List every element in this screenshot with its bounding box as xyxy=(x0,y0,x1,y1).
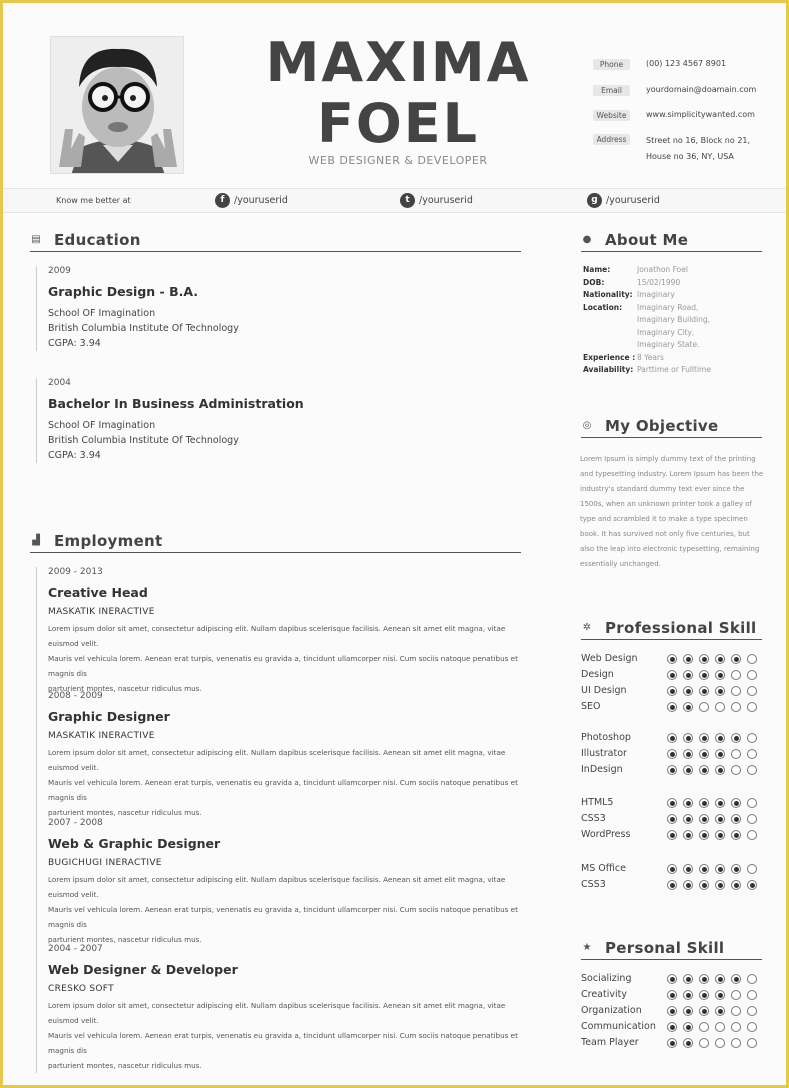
star-icon: ★ xyxy=(582,942,592,953)
rating-dot-filled xyxy=(667,864,677,874)
rating-dot-filled xyxy=(715,990,725,1000)
rating-dot-filled xyxy=(715,765,725,775)
section-title: About Me xyxy=(605,230,689,249)
skill-name: Organization xyxy=(581,1005,642,1016)
entry-company: BUGICHUGI INERACTIVE xyxy=(48,858,162,868)
entry-desc-line: parturient montes, nascetur ridiculus mus. xyxy=(48,684,202,693)
contact-value[interactable]: (00) 123 4567 8901 xyxy=(646,59,727,68)
rating-dot-filled xyxy=(699,864,709,874)
field-value: Imaginary xyxy=(637,290,675,299)
rating-dot-filled xyxy=(683,1038,693,1048)
entry-desc-line: Mauris vel vehicula lorem. Aenean erat turpis, venenatis eu gravida a, tincidunt ullamcorper nisi. Cum sociis natoque penatibus et magnis dis xyxy=(48,1031,518,1055)
rating-dot-filled xyxy=(699,733,709,743)
skill-name: Web Design xyxy=(581,653,638,664)
skill-rating xyxy=(667,686,757,696)
about-row-location xyxy=(583,302,763,352)
employment-entry xyxy=(36,818,526,947)
field-key: DOB: xyxy=(583,277,605,287)
field-value: Parttime or Fulltime xyxy=(637,365,711,374)
location-line: Imaginary Road, xyxy=(637,302,699,312)
skill-name: Creativity xyxy=(581,989,627,1000)
skill-row xyxy=(581,683,766,699)
skill-rating xyxy=(667,1022,757,1032)
rating-dot-empty xyxy=(747,814,757,824)
entry-years: 2008 - 2009 xyxy=(48,691,103,701)
rating-dot-empty xyxy=(747,798,757,808)
contact-label: Address xyxy=(593,134,630,145)
social-link-googleplus[interactable] xyxy=(587,193,660,208)
skill-name: HTML5 xyxy=(581,797,614,808)
contact-value[interactable]: yourdomain@doamain.com xyxy=(646,85,757,94)
employment-entry xyxy=(36,691,526,820)
resume-page xyxy=(3,3,786,1085)
entry-desc-line: Lorem ipsum dolor sit amet, consectetur adipiscing elit. Nullam dapibus scelerisque facilisis. Aenean sit amet elit magna, vitae euismod velit. xyxy=(48,875,506,899)
rating-dot-filled xyxy=(683,654,693,664)
skill-name: SEO xyxy=(581,701,601,712)
entry-degree: Graphic Design - B.A. xyxy=(48,284,198,299)
skill-rating xyxy=(667,749,757,759)
skill-name: MS Office xyxy=(581,863,626,874)
contact-value[interactable]: www.simplicitywanted.com xyxy=(646,110,755,119)
entry-position: Graphic Designer xyxy=(48,709,170,724)
rating-dot-filled xyxy=(667,702,677,712)
entry-cgpa: CGPA: 3.94 xyxy=(48,450,101,461)
rating-dot-empty xyxy=(747,1038,757,1048)
location-line: Imaginary State. xyxy=(637,340,700,349)
contact-phone xyxy=(593,56,783,72)
skill-row xyxy=(581,827,766,843)
rating-dot-filled xyxy=(731,814,741,824)
contact-email xyxy=(593,82,783,98)
rating-dot-filled xyxy=(715,814,725,824)
rating-dot-filled xyxy=(699,670,709,680)
rating-dot-filled xyxy=(699,749,709,759)
entry-position: Web Designer & Developer xyxy=(48,962,238,977)
skill-name: CSS3 xyxy=(581,879,606,890)
user-icon: ● xyxy=(582,234,592,245)
entry-years: 2009 - 2013 xyxy=(48,567,103,577)
skill-row xyxy=(581,795,766,811)
entry-years: 2007 - 2008 xyxy=(48,818,103,828)
skill-row xyxy=(581,762,766,778)
skill-row xyxy=(581,1035,766,1051)
contact-value: Street no 16, Block no 21, xyxy=(646,136,751,145)
entry-company: CRESKO SOFT xyxy=(48,984,114,994)
rating-dot-filled xyxy=(683,814,693,824)
skill-row xyxy=(581,1003,766,1019)
entry-desc-line: parturient montes, nascetur ridiculus mus. xyxy=(48,935,202,944)
skill-rating xyxy=(667,830,757,840)
rating-dot-filled xyxy=(715,686,725,696)
rating-dot-filled xyxy=(731,880,741,890)
entry-school: School OF Imagination xyxy=(48,308,156,319)
field-key: Experience : xyxy=(583,352,636,362)
rating-dot-empty xyxy=(747,733,757,743)
skill-name: Design xyxy=(581,669,614,680)
rating-dot-filled xyxy=(731,798,741,808)
rating-dot-empty xyxy=(715,702,725,712)
rating-dot-empty xyxy=(715,1038,725,1048)
field-value: Jonathon Foel xyxy=(637,265,688,274)
gear-icon: ✲ xyxy=(582,622,592,633)
rating-dot-filled xyxy=(667,880,677,890)
contact-label: Email xyxy=(593,85,630,96)
rating-dot-filled xyxy=(699,990,709,1000)
rating-dot-filled xyxy=(667,798,677,808)
about-row-experience xyxy=(583,352,763,365)
education-heading xyxy=(30,228,521,252)
contact-value-line2: House no 36, NY, USA xyxy=(646,152,734,161)
skill-rating xyxy=(667,1006,757,1016)
entry-desc-line: Lorem ipsum dolor sit amet, consectetur adipiscing elit. Nullam dapibus scelerisque facilisis. Aenean sit amet elit magna, vitae euismod velit. xyxy=(48,1001,506,1025)
skill-name: Illustrator xyxy=(581,748,627,759)
entry-desc-line: Lorem ipsum dolor sit amet, consectetur adipiscing elit. Nullam dapibus scelerisque facilisis. Aenean sit amet elit magna, vitae euismod velit. xyxy=(48,624,506,648)
personal-skill-heading xyxy=(581,936,762,960)
rating-dot-filled xyxy=(731,864,741,874)
rating-dot-filled xyxy=(699,654,709,664)
last-name: FOEL xyxy=(316,92,480,155)
skill-rating xyxy=(667,670,757,680)
rating-dot-empty xyxy=(731,765,741,775)
entry-year: 2004 xyxy=(48,378,71,388)
about-row-dob xyxy=(583,277,763,290)
skill-row xyxy=(581,1019,766,1035)
entry-desc-line: Mauris vel vehicula lorem. Aenean erat turpis, venenatis eu gravida a, tincidunt ullamcorper nisi. Cum sociis natoque penatibus et magnis dis xyxy=(48,654,518,678)
profile-photo xyxy=(50,36,184,174)
contact-label: Phone xyxy=(593,59,630,70)
entry-year: 2009 xyxy=(48,266,71,276)
rating-dot-filled xyxy=(683,864,693,874)
contact-label: Website xyxy=(593,110,630,121)
target-icon: ◎ xyxy=(582,420,592,431)
skill-row xyxy=(581,861,766,877)
entry-years: 2004 - 2007 xyxy=(48,944,103,954)
portrait-illustration xyxy=(51,37,184,174)
field-key: Nationality: xyxy=(583,290,633,299)
skill-row xyxy=(581,667,766,683)
rating-dot-filled xyxy=(667,733,677,743)
social-link-twitter[interactable] xyxy=(400,193,473,208)
rating-dot-filled xyxy=(731,654,741,664)
skill-row xyxy=(581,651,766,667)
entry-desc-line: parturient montes, nascetur ridiculus mus. xyxy=(48,1061,202,1070)
section-title: Personal Skill xyxy=(605,938,725,957)
rating-dot-filled xyxy=(667,974,677,984)
skill-row xyxy=(581,877,766,893)
rating-dot-filled xyxy=(731,974,741,984)
objective-heading xyxy=(581,414,762,438)
field-key: Location: xyxy=(583,302,623,312)
skill-row xyxy=(581,971,766,987)
rating-dot-empty xyxy=(731,1022,741,1032)
rating-dot-filled xyxy=(715,1006,725,1016)
section-title: Professional Skill xyxy=(605,618,757,637)
skill-rating xyxy=(667,880,757,890)
rating-dot-filled xyxy=(683,670,693,680)
skill-name: Socializing xyxy=(581,973,632,984)
skill-row xyxy=(581,730,766,746)
rating-dot-filled xyxy=(699,798,709,808)
section-title: Education xyxy=(54,230,141,249)
entry-institute: British Columbia Institute Of Technology xyxy=(48,435,239,446)
rating-dot-filled xyxy=(699,814,709,824)
about-details xyxy=(583,264,763,377)
chart-icon: ▟ xyxy=(32,535,40,546)
education-entry xyxy=(36,266,526,351)
skill-name: Communication xyxy=(581,1021,656,1032)
section-title: My Objective xyxy=(605,416,719,435)
rating-dot-empty xyxy=(747,670,757,680)
skill-rating xyxy=(667,765,757,775)
skill-row xyxy=(581,811,766,827)
entry-company: MASKATIK INERACTIVE xyxy=(48,607,155,617)
field-value xyxy=(637,302,710,352)
rating-dot-empty xyxy=(699,1022,709,1032)
rating-dot-filled xyxy=(683,990,693,1000)
rating-dot-filled xyxy=(683,733,693,743)
social-handle: /youruserid xyxy=(234,195,288,206)
contact-website xyxy=(593,107,783,123)
entry-desc-line: Lorem ipsum dolor sit amet, consectetur adipiscing elit. Nullam dapibus scelerisque facilisis. Aenean sit amet elit magna, vitae euismod velit. xyxy=(48,748,506,772)
rating-dot-filled xyxy=(667,1038,677,1048)
professional-skill-group xyxy=(581,861,766,893)
rating-dot-filled xyxy=(699,686,709,696)
about-row-availability xyxy=(583,364,763,377)
contact-address xyxy=(593,133,783,165)
rating-dot-empty xyxy=(747,990,757,1000)
rating-dot-filled xyxy=(683,974,693,984)
rating-dot-filled xyxy=(683,1022,693,1032)
entry-position: Web & Graphic Designer xyxy=(48,836,221,851)
first-name: MAXIMA xyxy=(265,31,531,94)
rating-dot-filled xyxy=(683,702,693,712)
skill-rating xyxy=(667,798,757,808)
skill-rating xyxy=(667,702,757,712)
rating-dot-filled xyxy=(699,765,709,775)
rating-dot-filled xyxy=(699,974,709,984)
rating-dot-filled xyxy=(667,830,677,840)
location-line: Imaginary City, xyxy=(637,327,695,337)
skill-name: CSS3 xyxy=(581,813,606,824)
employment-heading xyxy=(30,529,521,553)
rating-dot-empty xyxy=(747,765,757,775)
rating-dot-empty xyxy=(747,864,757,874)
rating-dot-filled xyxy=(715,830,725,840)
field-key: Name: xyxy=(583,265,611,274)
entry-school: School OF Imagination xyxy=(48,420,156,431)
social-link-facebook[interactable] xyxy=(215,193,288,208)
professional-skill-group xyxy=(581,795,766,843)
entry-desc-line: Mauris vel vehicula lorem. Aenean erat turpis, venenatis eu gravida a, tincidunt ullamcorper nisi. Cum sociis natoque penatibus et magnis dis xyxy=(48,905,518,929)
skill-rating xyxy=(667,814,757,824)
rating-dot-empty xyxy=(747,1006,757,1016)
rating-dot-empty xyxy=(747,974,757,984)
rating-dot-filled xyxy=(715,798,725,808)
rating-dot-filled xyxy=(667,749,677,759)
field-key: Availability: xyxy=(583,365,634,374)
rating-dot-empty xyxy=(731,670,741,680)
skill-row xyxy=(581,746,766,762)
rating-dot-filled xyxy=(731,733,741,743)
professional-skill-group xyxy=(581,651,766,715)
rating-dot-empty xyxy=(731,990,741,1000)
skill-name: InDesign xyxy=(581,764,623,775)
entry-institute: British Columbia Institute Of Technology xyxy=(48,323,239,334)
about-row-name xyxy=(583,264,763,277)
skill-row xyxy=(581,987,766,1003)
skill-rating xyxy=(667,974,757,984)
rating-dot-filled xyxy=(715,670,725,680)
skill-rating xyxy=(667,1038,757,1048)
rating-dot-filled xyxy=(667,686,677,696)
rating-dot-empty xyxy=(747,749,757,759)
rating-dot-filled xyxy=(715,749,725,759)
entry-cgpa: CGPA: 3.94 xyxy=(48,338,101,349)
rating-dot-filled xyxy=(667,814,677,824)
social-handle: /youruserid xyxy=(606,195,660,206)
rating-dot-filled xyxy=(715,733,725,743)
rating-dot-empty xyxy=(731,1006,741,1016)
facebook-icon: f xyxy=(215,193,230,208)
entry-position: Creative Head xyxy=(48,585,148,600)
googleplus-icon: g xyxy=(587,193,602,208)
skill-rating xyxy=(667,654,757,664)
rating-dot-filled xyxy=(683,880,693,890)
rating-dot-filled xyxy=(731,830,741,840)
rating-dot-filled xyxy=(699,1006,709,1016)
rating-dot-filled xyxy=(715,864,725,874)
skill-rating xyxy=(667,733,757,743)
social-bar xyxy=(3,188,786,213)
professional-skill-heading xyxy=(581,616,762,640)
rating-dot-filled xyxy=(715,974,725,984)
personal-skill-group xyxy=(581,971,766,1051)
rating-dot-filled xyxy=(667,1022,677,1032)
education-entry xyxy=(36,378,526,463)
employment-entry xyxy=(36,567,526,696)
skill-row xyxy=(581,699,766,715)
rating-dot-empty xyxy=(699,702,709,712)
rating-dot-filled xyxy=(667,990,677,1000)
rating-dot-filled xyxy=(683,798,693,808)
employment-entry xyxy=(36,944,526,1073)
skill-name: WordPress xyxy=(581,829,631,840)
skill-name: Team Player xyxy=(581,1037,639,1048)
rating-dot-empty xyxy=(747,686,757,696)
rating-dot-filled xyxy=(683,830,693,840)
entry-desc-line: Mauris vel vehicula lorem. Aenean erat turpis, venenatis eu gravida a, tincidunt ullamcorper nisi. Cum sociis natoque penatibus et magnis dis xyxy=(48,778,518,802)
skill-name: Photoshop xyxy=(581,732,631,743)
rating-dot-filled xyxy=(667,1006,677,1016)
rating-dot-empty xyxy=(731,1038,741,1048)
field-value: 8 Years xyxy=(637,352,664,362)
about-heading xyxy=(581,228,762,252)
rating-dot-empty xyxy=(699,1038,709,1048)
skill-rating xyxy=(667,990,757,1000)
rating-dot-empty xyxy=(715,1022,725,1032)
field-value: 15/02/1990 xyxy=(637,277,681,287)
about-row-nationality xyxy=(583,289,763,302)
know-me-label: Know me better at xyxy=(56,196,131,205)
rating-dot-filled xyxy=(683,765,693,775)
rating-dot-filled xyxy=(667,654,677,664)
rating-dot-filled xyxy=(747,880,757,890)
rating-dot-filled xyxy=(667,765,677,775)
objective-text: Lorem Ipsum is simply dummy text of the printing and typesetting industry. Lorem Ipsum has been the industry's standard dummy text ever since the 1500s, when an unknown printer took a galley of type and scrambled it to make a type specimen book. It has survived not only five centuries, but also the leap into electronic typesetting, remaining essentially unchanged. xyxy=(580,455,764,568)
rating-dot-filled xyxy=(683,1006,693,1016)
rating-dot-filled xyxy=(715,880,725,890)
entry-company: MASKATIK INERACTIVE xyxy=(48,731,155,741)
rating-dot-filled xyxy=(667,670,677,680)
rating-dot-empty xyxy=(747,654,757,664)
section-title: Employment xyxy=(54,531,163,550)
document-icon: ▤ xyxy=(31,234,41,245)
entry-degree: Bachelor In Business Administration xyxy=(48,396,304,411)
rating-dot-empty xyxy=(747,830,757,840)
rating-dot-filled xyxy=(699,830,709,840)
skill-name: UI Design xyxy=(581,685,627,696)
entry-desc-line: parturient montes, nascetur ridiculus mus. xyxy=(48,808,202,817)
rating-dot-empty xyxy=(731,702,741,712)
rating-dot-filled xyxy=(715,654,725,664)
rating-dot-filled xyxy=(699,880,709,890)
twitter-icon: t xyxy=(400,193,415,208)
rating-dot-empty xyxy=(747,702,757,712)
rating-dot-filled xyxy=(683,749,693,759)
rating-dot-empty xyxy=(731,686,741,696)
skill-rating xyxy=(667,864,757,874)
social-handle: /youruserid xyxy=(419,195,473,206)
location-line: Imaginary Building, xyxy=(637,315,711,324)
professional-skill-group xyxy=(581,730,766,778)
rating-dot-empty xyxy=(747,1022,757,1032)
rating-dot-empty xyxy=(731,749,741,759)
job-role: WEB DESIGNER & DEVELOPER xyxy=(308,154,488,167)
rating-dot-filled xyxy=(683,686,693,696)
